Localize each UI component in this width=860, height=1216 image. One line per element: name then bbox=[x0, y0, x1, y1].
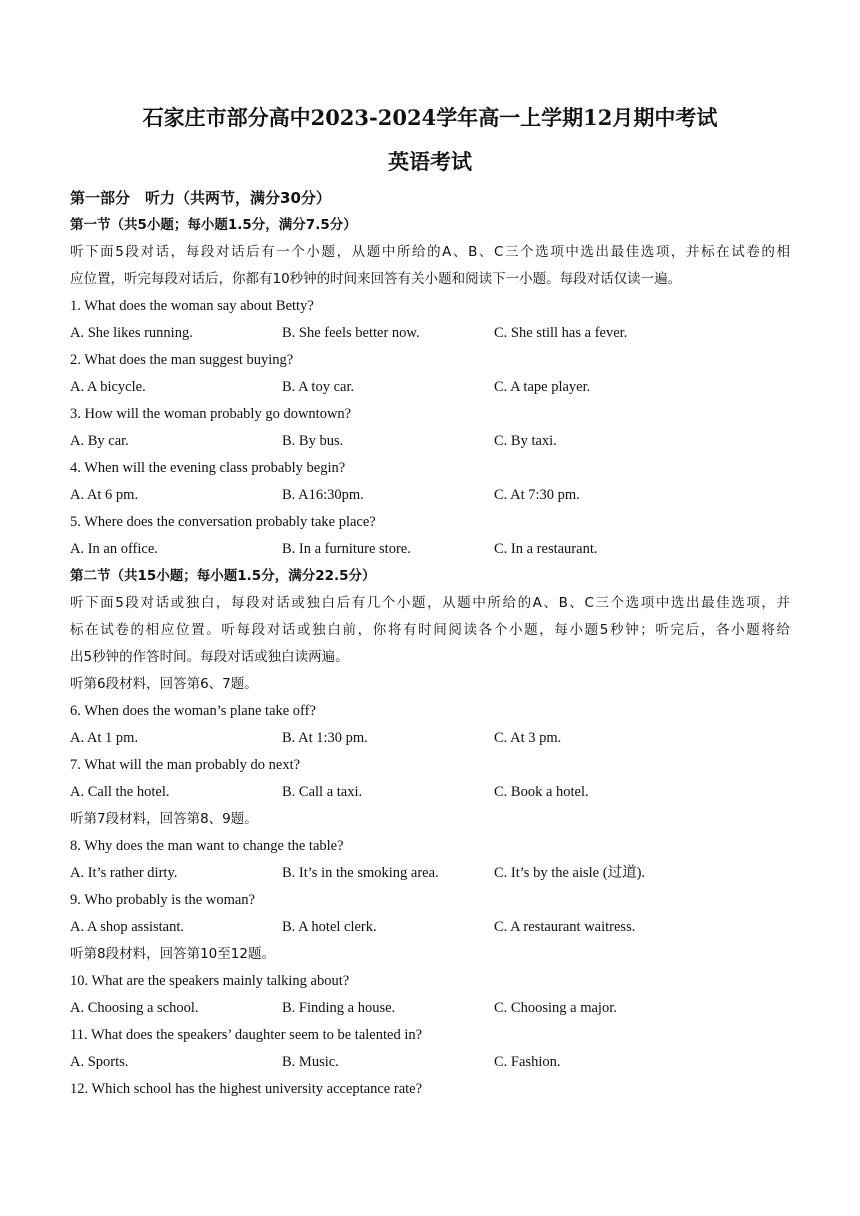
question-text: 3. How will the woman probably go downtown? bbox=[70, 406, 352, 422]
question-text: 7. What will the man probably do next? bbox=[70, 757, 301, 773]
option-c: C. By taxi. bbox=[494, 433, 557, 449]
option-b: B. Finding a house. bbox=[282, 1000, 396, 1016]
option-b: B. A hotel clerk. bbox=[282, 919, 377, 935]
option-b: B. In a furniture store. bbox=[282, 541, 411, 557]
option-b: B. It’s in the smoking area. bbox=[282, 865, 439, 881]
instruction-line: 标在试卷的相应位置。听每段对话或独白前，你将有时间阅读各个小题，每小题5秒钟；听完后，各小题将给 bbox=[70, 622, 790, 638]
option-b: B. A toy car. bbox=[282, 379, 355, 395]
question-text: 1. What does the woman say about Betty? bbox=[70, 298, 314, 314]
question-text: 11. What does the speakers’ daughter seem to be talented in? bbox=[70, 1027, 423, 1043]
question-text: 12. Which school has the highest university acceptance rate? bbox=[70, 1081, 423, 1097]
section-heading-1: 第一节（共5小题；每小题1.5分，满分7.5分） bbox=[70, 217, 357, 233]
option-a: A. A bicycle. bbox=[70, 379, 146, 395]
instruction-line: 出5秒钟的作答时间。每段对话或独白读两遍。 bbox=[70, 649, 349, 665]
material-note: 听第6段材料，回答第6、7题。 bbox=[70, 676, 258, 692]
option-a: A. It’s rather dirty. bbox=[70, 865, 178, 881]
option-a: A. In an office. bbox=[70, 541, 158, 557]
instruction-line: 听下面5段对话，每段对话后有一个小题，从题中所给的A、B、C三个选项中选出最佳选项，并标在试卷的相 bbox=[70, 244, 790, 260]
option-c: C. Choosing a major. bbox=[494, 1000, 617, 1016]
option-a: A. A shop assistant. bbox=[70, 919, 184, 935]
option-c: C. In a restaurant. bbox=[494, 541, 598, 557]
option-b: B. At 1:30 pm. bbox=[282, 730, 368, 746]
option-b: B. Call a taxi. bbox=[282, 784, 363, 800]
part-heading: 第一部分 听力（共两节，满分30分） bbox=[70, 189, 331, 207]
option-c: C. A tape player. bbox=[494, 379, 591, 395]
question-text: 4. When will the evening class probably begin? bbox=[70, 460, 346, 476]
question-text: 9. Who probably is the woman? bbox=[70, 892, 255, 908]
question-text: 5. Where does the conversation probably take place? bbox=[70, 514, 376, 530]
option-b: B. By bus. bbox=[282, 433, 344, 449]
question-text: 2. What does the man suggest buying? bbox=[70, 352, 294, 368]
question-text: 8. Why does the man want to change the table? bbox=[70, 838, 344, 854]
option-a: A. Choosing a school. bbox=[70, 1000, 199, 1016]
instruction-line: 应位置，听完每段对话后，你都有10秒钟的时间来回答有关小题和阅读下一小题。每段对话仅读一遍。 bbox=[70, 271, 682, 287]
option-c: C. A restaurant waitress. bbox=[494, 919, 636, 935]
option-a: A. At 1 pm. bbox=[70, 730, 139, 746]
option-b: B. Music. bbox=[282, 1054, 339, 1070]
option-a: A. By car. bbox=[70, 433, 129, 449]
option-a: A. At 6 pm. bbox=[70, 487, 139, 503]
question-text: 6. When does the woman’s plane take off? bbox=[70, 703, 316, 719]
option-a: A. Sports. bbox=[70, 1054, 129, 1070]
page-title: 石家庄市部分高中2023-2024学年高一上学期12月期中考试 bbox=[142, 105, 718, 130]
option-c: C. Fashion. bbox=[494, 1054, 561, 1070]
option-c: C. At 3 pm. bbox=[494, 730, 562, 746]
option-c: C. Book a hotel. bbox=[494, 784, 589, 800]
option-a: A. She likes running. bbox=[70, 325, 193, 341]
option-a: A. Call the hotel. bbox=[70, 784, 170, 800]
option-c: C. She still has a fever. bbox=[494, 325, 628, 341]
option-c: C. It’s by the aisle (过道). bbox=[494, 865, 646, 881]
page-subtitle: 英语考试 bbox=[388, 149, 472, 174]
question-text: 10. What are the speakers mainly talking about? bbox=[70, 973, 350, 989]
option-c: C. At 7:30 pm. bbox=[494, 487, 580, 503]
section-heading-2: 第二节（共15小题；每小题1.5分，满分22.5分） bbox=[70, 568, 376, 584]
option-b: B. A16:30pm. bbox=[282, 487, 364, 503]
material-note: 听第7段材料，回答第8、9题。 bbox=[70, 811, 258, 827]
material-note: 听第8段材料，回答第10至12题。 bbox=[70, 946, 275, 962]
instruction-line: 听下面5段对话或独白，每段对话或独白后有几个小题，从题中所给的A、B、C三个选项中选出最佳选项，并 bbox=[70, 595, 790, 611]
option-b: B. She feels better now. bbox=[282, 325, 420, 341]
